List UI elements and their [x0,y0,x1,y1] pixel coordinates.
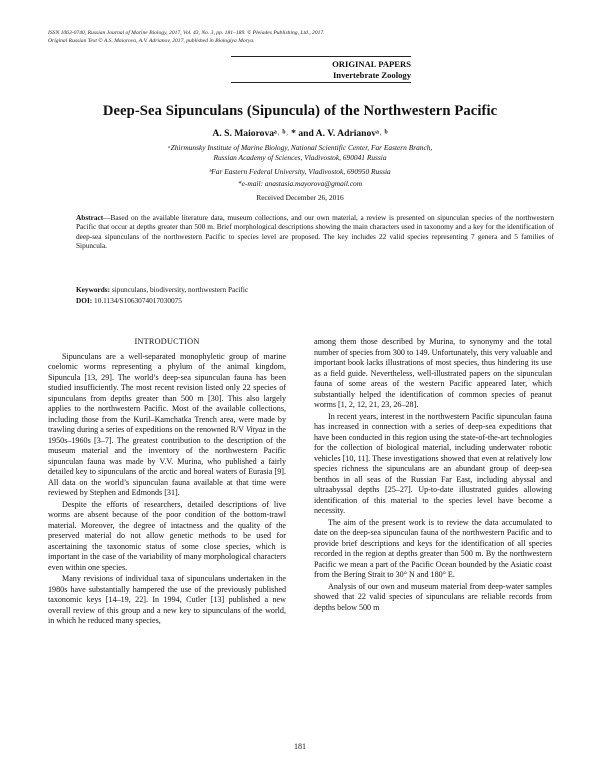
received-date: Received December 26, 2016 [256,193,344,202]
original-text-note: Original Russian Text © A.S. Maiorova, A.V. Adrianov, 2017, published in Biologiya Morya. [48,37,255,44]
header-rule-top [231,56,411,57]
paragraph: among them those described by Murina, to synonymy and the total number of species from 300 to 149. Unfortunately, this very valuable and important book lacks illustrations of most species, thus hindering its use as a field guide. Nevertheless, well-illustrated papers on the sipunculan fauna of some areas of the western Pacific appeared later, which substantially helped the identification of common species of peanut worms [1, 2, 12, 21, 23, 26–28]. [314,337,552,409]
section-type: ORIGINAL PAPERS [332,59,411,69]
doi-link[interactable]: 10.1134/S1063074017030075 [92,296,182,305]
doi-label: DOI: [76,296,93,305]
paragraph: Many revisions of individual taxa of sipunculans undertaken in the 1980s have substantially hampered the use of the previously published taxonomic keys [14–19, 22]. In 1994, Cutler [13] published a new overall review of this group and a new key to sipunculans of the world, in which he reduced many species, [48,574,286,625]
journal-citation: ISSN 1063-0740, Russian Journal of Marine Biology, 2017, Vol. 43, No. 3, pp. 181–189. © Pleiades Publishing, Ltd., 2017. [48,30,325,36]
affiliation-b: ᵇFar Eastern Federal University, Vladivostok, 690950 Russia [209,167,391,176]
keywords-label: Keywords: [76,285,111,294]
abstract-text: —Based on the available literature data, museum collections, and our own material, a review is presented on sipunculan species of the northwestern Pacific that occur at depths greater than 500 m. Brief morphological descriptions showing the main characters used in taxonomy and a key for the identification of deep-sea sipunculans of the northwestern Pacific to species level are proposed. The key includes 22 valid species representing 7 genera and 5 families of Sipuncula. [76,213,554,251]
keywords-text: sipunculans, biodiversity, northwestern Pacific [110,285,249,294]
paragraph: Sipunculans are a well-separated monophyletic group of marine coelomic worms representing a phylum of the animal kingdom, Sipuncula [13, 29]. The world’s deep-sea sipunculan fauna has been studied insufficiently. The most recent revision listed only 22 species of sipunculans from depths greater than 500 m [30]. This also largely applies to the northwestern Pacific. Most of the available collections, including those from the Kuril–Kamchatka Trench area, were made by trawling during a series of expeditions on the renowned R/V Vityaz in the 1950s–1960s [3–7]. The greatest contribution to the description of the museum material and the inventory of the northwestern Pacific sipunculan fauna was made by V.V. Murina, who published a fairly detailed key to sipunculans of the arctic and boreal waters of Eurasia [9]. All data on the world’s sipunculan fauna available at that time were reviewed by Stephen and Edmonds [31]. [48,351,286,497]
paragraph: In recent years, interest in the northwestern Pacific sipunculan fauna has increased in connection with a series of deep-sea expeditions that have been conducted in this region using the state-of-the-art technologies for the collection of biological material, including underwater robotic vehicles [10, 11]. These investigations showed that even at relatively low species richness the sipunculans are an abundant group of deep-sea benthos in all seas of the Russian Far East, including abyssal and ultraabyssal depths [25–27]. Up-to-date illustrated guides allowing identification of this material to the species level have become a necessity. [314,411,552,515]
introduction-heading: INTRODUCTION [134,337,200,346]
paragraph: The aim of the present work is to review the data accumulated to date on the deep-sea sipunculan fauna of the northwestern Pacific and to provide brief descriptions and keys for the identification of all species recorded in the region at depths greater than 500 m. By the northwestern Pacific we mean a part of the Pacific Ocean bounded by the Asiatic coast from the Bering Strait to 30° N and 180° E. [314,517,552,579]
right-column [314,337,552,613]
doi [76,296,554,305]
abstract-label: Abstract [76,213,104,222]
abstract [76,213,554,251]
paragraph: Analysis of our own and museum material from deep-water samples showed that 22 valid species of sipunculans are reliable records from depths below 500 m [314,581,552,612]
section-subtype: Invertebrate Zoology [332,70,411,80]
article-authors: A. S. Maiorovaᵃ˒ ᵇ˒ * and A. V. Adrianovᵃ˒ ᵇ [212,128,388,139]
paragraph: Despite the efforts of researchers, detailed descriptions of live worms are absent because of the poor condition of the bottom-trawl material. Moreover, the degree of intactness and the quality of the preserved material do not allow genetic methods to be used for ascertaining the taxonomic status of some close species, which is important in the case of the variability of many morphological characters even within one species. [48,499,286,572]
article-title: Deep-Sea Sipunculans (Sipuncula) of the Northwestern Pacific [102,103,498,119]
keywords [76,285,554,294]
affiliation-a-line1: ᵃZhirmunsky Institute of Marine Biology, National Scientific Center, Far Eastern Branch, [167,143,433,152]
page-number: 181 [294,742,306,751]
affiliation-a-line2: Russian Academy of Sciences, Vladivostok, 690041 Russia [213,153,387,162]
journal-meta [48,30,558,45]
left-column [48,337,286,627]
ship-name: Vityaz [246,425,266,434]
header-rule-bottom [231,82,411,83]
corresponding-email[interactable]: *e-mail: anastasia.mayorova@gmail.com [237,179,363,188]
